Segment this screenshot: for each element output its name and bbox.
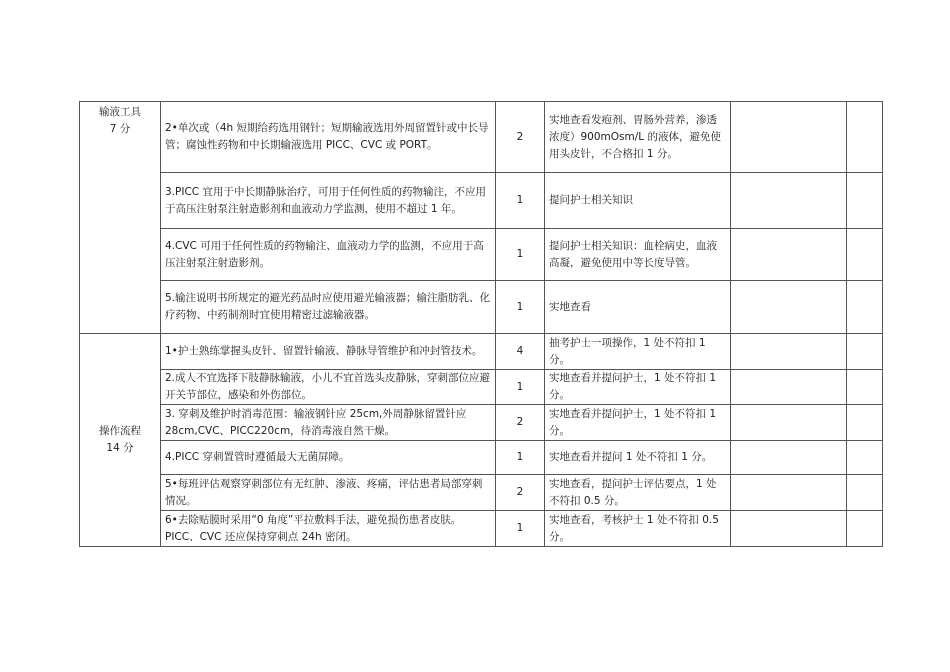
category-points: 7 分 (109, 123, 131, 135)
score-value: 2 (496, 475, 545, 511)
score-value: 1 (496, 511, 545, 547)
item-text: 1•护士熟练掌握头皮针、留置针输液、静脉导管维护和冲封管技术。 (161, 334, 496, 370)
table-row (80, 511, 883, 547)
method-text: 抽考护士一项操作，1 处不符扣 1 分。 (545, 334, 731, 370)
blank-cell (731, 229, 847, 281)
score-value: 1 (496, 441, 545, 475)
item-text: 5.输注说明书所规定的避光药品时应使用避光输液器；输注脂肪乳、化疗药物、中药制剂时宜使用精密过滤输液器。 (161, 281, 496, 334)
blank-cell (847, 441, 883, 475)
score-value: 2 (496, 102, 545, 173)
blank-cell (731, 475, 847, 511)
blank-cell (847, 102, 883, 173)
table-row (80, 102, 883, 173)
item-text: 3. 穿刺及维护时消毒范围：输液钢针应 25cm,外周静脉留置针应 28cm,CVC、PICC220cm，待消毒液自然干燥。 (161, 405, 496, 441)
item-text: 4.CVC 可用于任何性质的药物输注、血液动力学的监测，不应用于高压注射泵注射造影剂。 (161, 229, 496, 281)
item-text: 4.PICC 穿刺置管时遵循最大无菌屏障。 (161, 441, 496, 475)
score-value: 1 (496, 173, 545, 229)
score-value: 1 (496, 370, 545, 405)
category-name: 操作流程 (99, 425, 141, 437)
category-cell (80, 102, 161, 334)
blank-cell (731, 370, 847, 405)
table-row (80, 229, 883, 281)
score-value: 2 (496, 405, 545, 441)
category-cell (80, 334, 161, 547)
scoring-table (79, 101, 883, 547)
blank-cell (731, 405, 847, 441)
score-value: 4 (496, 334, 545, 370)
method-text: 提问护士相关知识 (545, 173, 731, 229)
table-row (80, 475, 883, 511)
method-text: 实地查看发疱剂、胃肠外营养，渗透浓度）900mOsm/L 的液体，避免使用头皮针，不合格扣 1 分。 (545, 102, 731, 173)
table-row (80, 370, 883, 405)
table-row (80, 281, 883, 334)
blank-cell (731, 173, 847, 229)
blank-cell (731, 441, 847, 475)
item-text: 3.PICC 宜用于中长期静脉治疗，可用于任何性质的药物输注，不应用于高压注射泵注射造影剂和血液动力学监测，使用不超过 1 年。 (161, 173, 496, 229)
score-value: 1 (496, 281, 545, 334)
blank-cell (847, 229, 883, 281)
method-text: 实地查看并提问护士，1 处不符扣 1 分。 (545, 370, 731, 405)
method-text: 实地查看，考核护士 1 处不符扣 0.5 分。 (545, 511, 731, 547)
blank-cell (847, 334, 883, 370)
blank-cell (731, 511, 847, 547)
table-row (80, 334, 883, 370)
item-text: 2•单次或（4h 短期给药选用钢针；短期输液选用外周留置针或中长导管；腐蚀性药物和中长期输液选用 PICC、CVC 或 PORT。 (161, 102, 496, 173)
table-row (80, 441, 883, 475)
method-text: 提问护士相关知识：血栓病史，血液高凝，避免使用中等长度导管。 (545, 229, 731, 281)
table-row (80, 405, 883, 441)
blank-cell (847, 405, 883, 441)
category-name: 输液工具 (99, 106, 141, 118)
blank-cell (731, 102, 847, 173)
item-text: 6•去除贴膜时采用“0 角度”平拉敷料手法，避免损伤患者皮肤。PICC、CVC 还应保持穿刺点 24h 密闭。 (161, 511, 496, 547)
blank-cell (847, 370, 883, 405)
blank-cell (847, 173, 883, 229)
method-text: 实地查看 (545, 281, 731, 334)
method-text: 实地查看并提问 1 处不符扣 1 分。 (545, 441, 731, 475)
item-text: 2.成人不宜选择下肢静脉输液，小儿不宜首选头皮静脉，穿刺部位应避开关节部位，感染和外伤部位。 (161, 370, 496, 405)
method-text: 实地查看并提问护士，1 处不符扣 1 分。 (545, 405, 731, 441)
blank-cell (847, 475, 883, 511)
blank-cell (847, 281, 883, 334)
category-points: 14 分 (106, 442, 134, 454)
blank-cell (847, 511, 883, 547)
blank-cell (731, 281, 847, 334)
method-text: 实地查看，提问护士评估要点，1 处不符扣 0.5 分。 (545, 475, 731, 511)
item-text: 5•每班评估观察穿刺部位有无红肿、渗液、疼痛，评估患者局部穿刺情况。 (161, 475, 496, 511)
blank-cell (731, 334, 847, 370)
score-value: 1 (496, 229, 545, 281)
table-row (80, 173, 883, 229)
